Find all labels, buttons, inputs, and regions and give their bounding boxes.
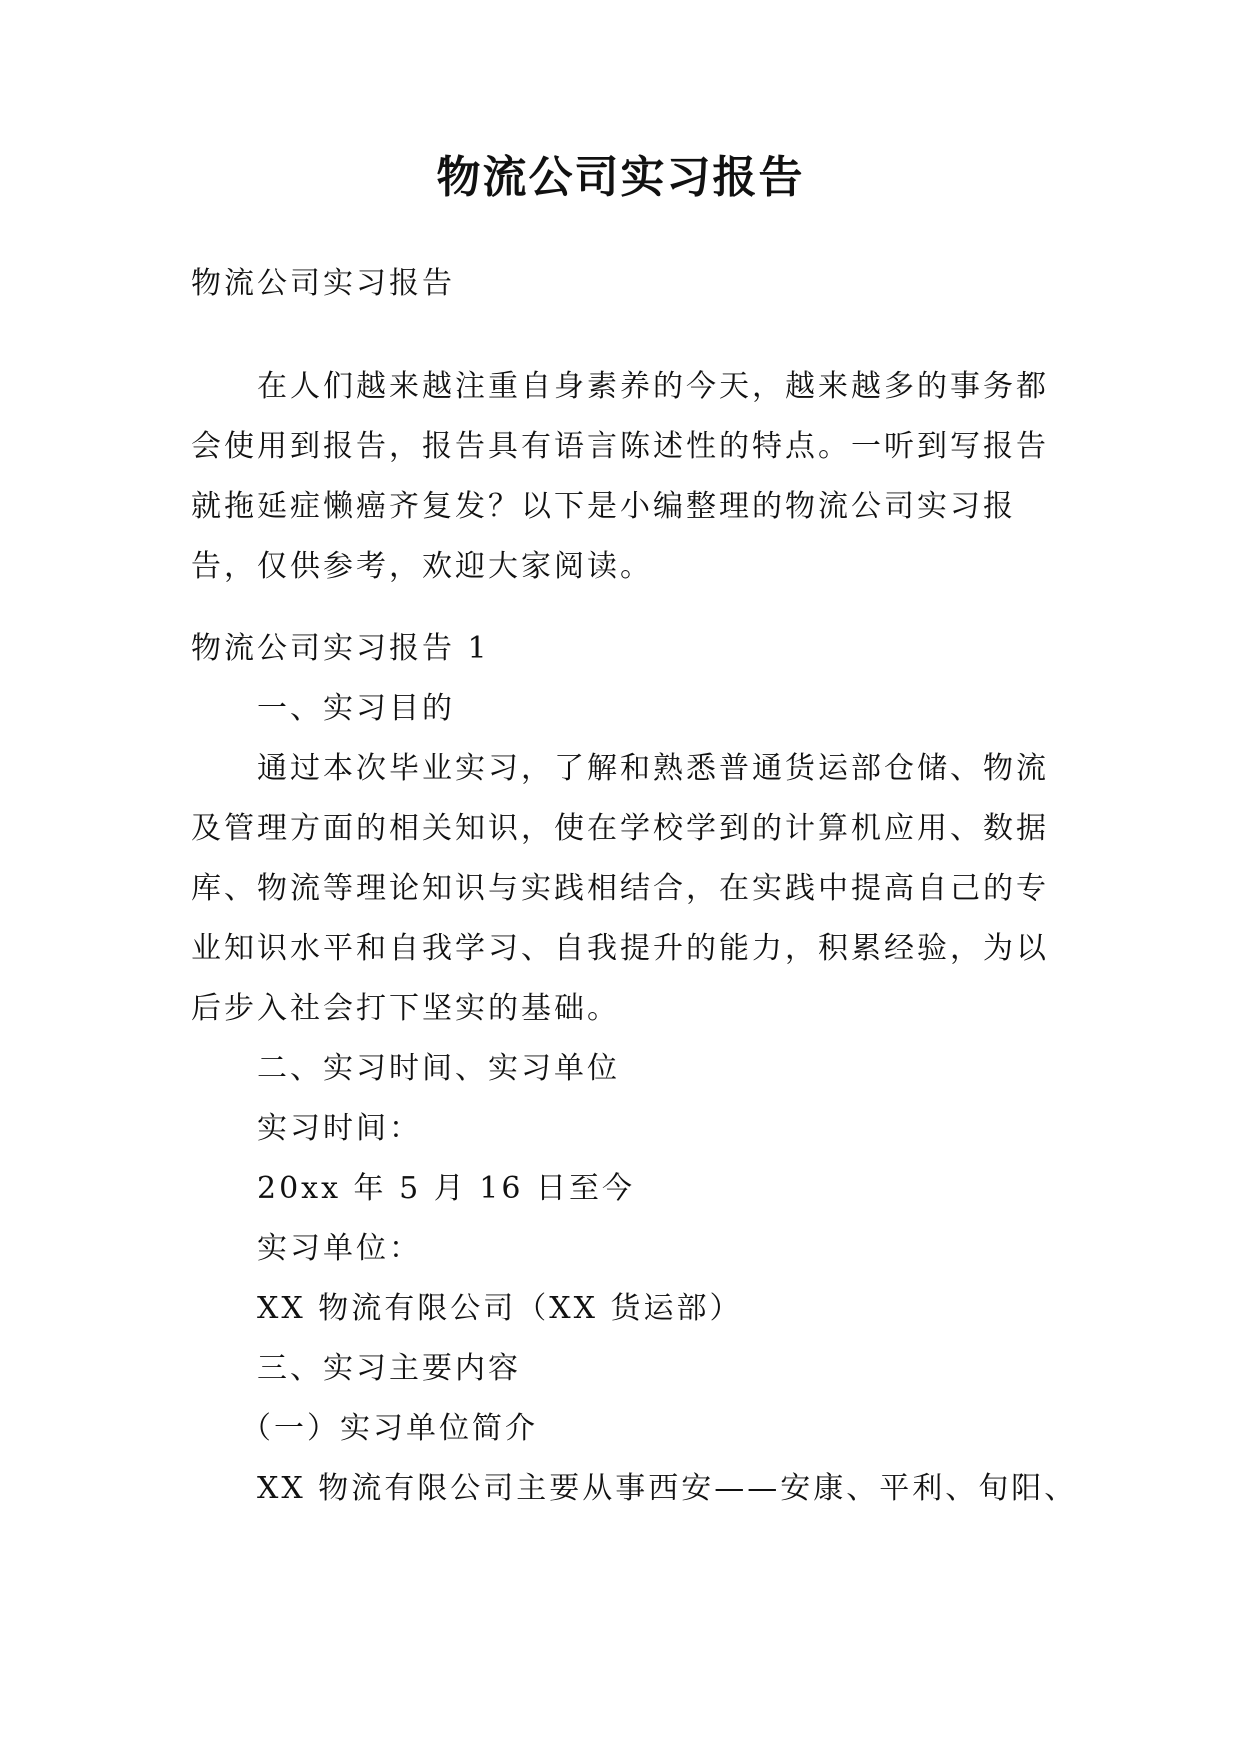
subsection-heading: （一）实习单位简介 [241, 1411, 538, 1446]
unit-label: 实习单位： [257, 1231, 422, 1266]
section1-line: 及管理方面的相关知识，使在学校学到的计算机应用、数据 [191, 811, 1049, 846]
unit-value: XX 物流有限公司（XX 货运部） [257, 1291, 743, 1326]
section-heading: 二、实习时间、实习单位 [257, 1051, 620, 1086]
section-heading: 三、实习主要内容 [257, 1351, 521, 1386]
section1-line: 业知识水平和自我学习、自我提升的能力，积累经验，为以 [191, 931, 1049, 966]
intro-line: 告，仅供参考，欢迎大家阅读。 [191, 549, 653, 584]
time-value: 20xx 年 5 月 16 日至今 [257, 1171, 635, 1206]
intro-line: 在人们越来越注重自身素养的今天，越来越多的事务都 [257, 369, 1049, 404]
section1-line: 库、物流等理论知识与实践相结合，在实践中提高自己的专 [191, 871, 1049, 906]
section1-line: 后步入社会打下坚实的基础。 [191, 991, 620, 1026]
time-label: 实习时间： [257, 1111, 422, 1146]
document-title: 物流公司实习报告 [436, 152, 805, 203]
subsection1-line: XX 物流有限公司主要从事西安——安康、平利、旬阳、 [257, 1471, 1078, 1506]
section1-line: 通过本次毕业实习，了解和熟悉普通货运部仓储、物流 [257, 751, 1049, 786]
section-heading: 一、实习目的 [257, 691, 455, 726]
document-subtitle: 物流公司实习报告 [191, 266, 455, 301]
intro-line: 会使用到报告，报告具有语言陈述性的特点。一听到写报告 [191, 429, 1049, 464]
report-heading: 物流公司实习报告 1 [191, 631, 490, 666]
document-subtitle-block [191, 254, 1051, 314]
report-body [191, 619, 1078, 1519]
intro-line: 就拖延症懒癌齐复发？以下是小编整理的物流公司实习报 [191, 489, 1016, 524]
intro-paragraph [191, 357, 1051, 597]
